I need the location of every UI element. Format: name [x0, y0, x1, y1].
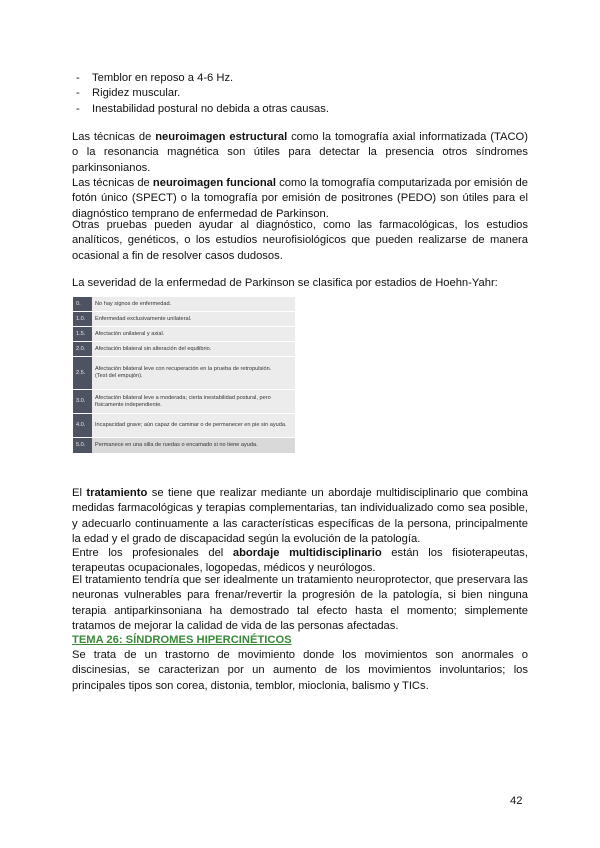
stage-cell: 2.5.: [73, 357, 92, 389]
table-row: [73, 297, 295, 311]
stage-cell: 5.0.: [73, 438, 92, 453]
list-item: - Temblor en reposo a 4-6 Hz.: [72, 71, 329, 86]
paragraph-treatment: El tratamiento se tiene que realizar mediante un abordaje multidisciplinario que combina medidas farmacológicas y terapias complementarias, tan individualizado como sea posible, y adecuarlo continuamente a las características específicas de la persona, principalmente la edad y el grado de discapacidad según la evolución de la patología.: [72, 487, 528, 546]
table-row: [73, 327, 295, 341]
table-row: [73, 312, 295, 326]
paragraph-professionals: Entre los profesionales del abordaje multidisciplinario están los fisioterapeutas, terapeutas ocupacionales, logopedas, médicos y neurólogos.: [72, 547, 528, 575]
page-number: 42: [510, 795, 523, 807]
stage-cell: 2.0.: [73, 342, 92, 356]
paragraph-topic-intro: Se trata de un trastorno de movimiento donde los movimientos son anormales o discinesias, se caracterizan por un aumento de los movimientos involuntarios; los principales tipos son corea, distonia, temblor, mioclonia, balismo y TICs.: [72, 649, 528, 692]
stage-description: Afectación unilateral y axial.: [92, 327, 295, 341]
symptom-list: [72, 71, 329, 117]
stage-description: No hay signos de enfermedad.: [92, 297, 295, 311]
stage-cell: 3.0.: [73, 390, 92, 413]
table-row: [73, 414, 295, 437]
paragraph-neuroprotector: El tratamiento tendría que ser idealmente un tratamiento neuroprotector, que preservara las neuronas vulnerables para frenar/revertir la progresión de la patología, si bien ninguna terapia antiparkinsoniana ha demostrado tal efecto hasta el momento; simplemente tratamos de mejorar la calidad de vida de las personas afectadas.: [72, 574, 528, 633]
hoehn-yahr-table: [73, 296, 295, 454]
stage-description: Incapacidad grave; aún capaz de caminar o de permanecer en pie sin ayuda.: [92, 414, 295, 437]
paragraph-other-tests: Otras pruebas pueden ayudar al diagnóstico, como las farmacológicas, los estudios analíticos, genéticos, o los estudios neurofisiológicos que pueden realizarse de manera ocasional a fin de resolver casos dudosos.: [72, 219, 528, 262]
stage-description: Afectación bilateral sin alteración del equilibrio.: [92, 342, 295, 356]
stage-description: Afectación bilateral leve con recuperación en la prueba de retropulsión. (Test del empujón).: [92, 357, 295, 389]
table-row: [73, 438, 295, 453]
stage-description: Enfermedad exclusivamente unilateral.: [92, 312, 295, 326]
table-row: [73, 357, 295, 389]
list-item: - Rigidez muscular.: [72, 86, 329, 101]
paragraph-severity-intro: La severidad de la enfermedad de Parkinson se clasifica por estadios de Hoehn-Yahr:: [72, 277, 498, 289]
stage-cell: 1.5.: [73, 327, 92, 341]
paragraph-neuroimaging-functional: Las técnicas de neuroimagen funcional como la tomografía computarizada por emisión de fotón único (SPECT) o la tomografía por emisión de positrones (PEDO) son útiles para el diagnóstico temprano de enfermedad de Parkinson.: [72, 177, 528, 220]
topic-heading: TEMA 26: SÍNDROMES HIPERCINÉTICOS: [72, 634, 292, 646]
stage-cell: 0.: [73, 297, 92, 311]
stage-description: Permanece en una silla de ruedas o encamado si no tiene ayuda.: [92, 438, 295, 453]
stage-cell: 4.0.: [73, 414, 92, 437]
stage-cell: 1.0.: [73, 312, 92, 326]
list-item: - Inestabilidad postural no debida a otras causas.: [72, 102, 329, 117]
paragraph-neuroimaging-structural: Las técnicas de neuroimagen estructural como la tomografía axial informatizada (TACO) o la resonancia magnética son útiles para detectar la presencia otros síndromes parkinsonianos.: [72, 131, 528, 174]
table-row: [73, 390, 295, 413]
stage-description: Afectación bilateral leve a moderada; cierta inestabilidad postural, pero físicamente independiente.: [92, 390, 295, 413]
table-row: [73, 342, 295, 356]
